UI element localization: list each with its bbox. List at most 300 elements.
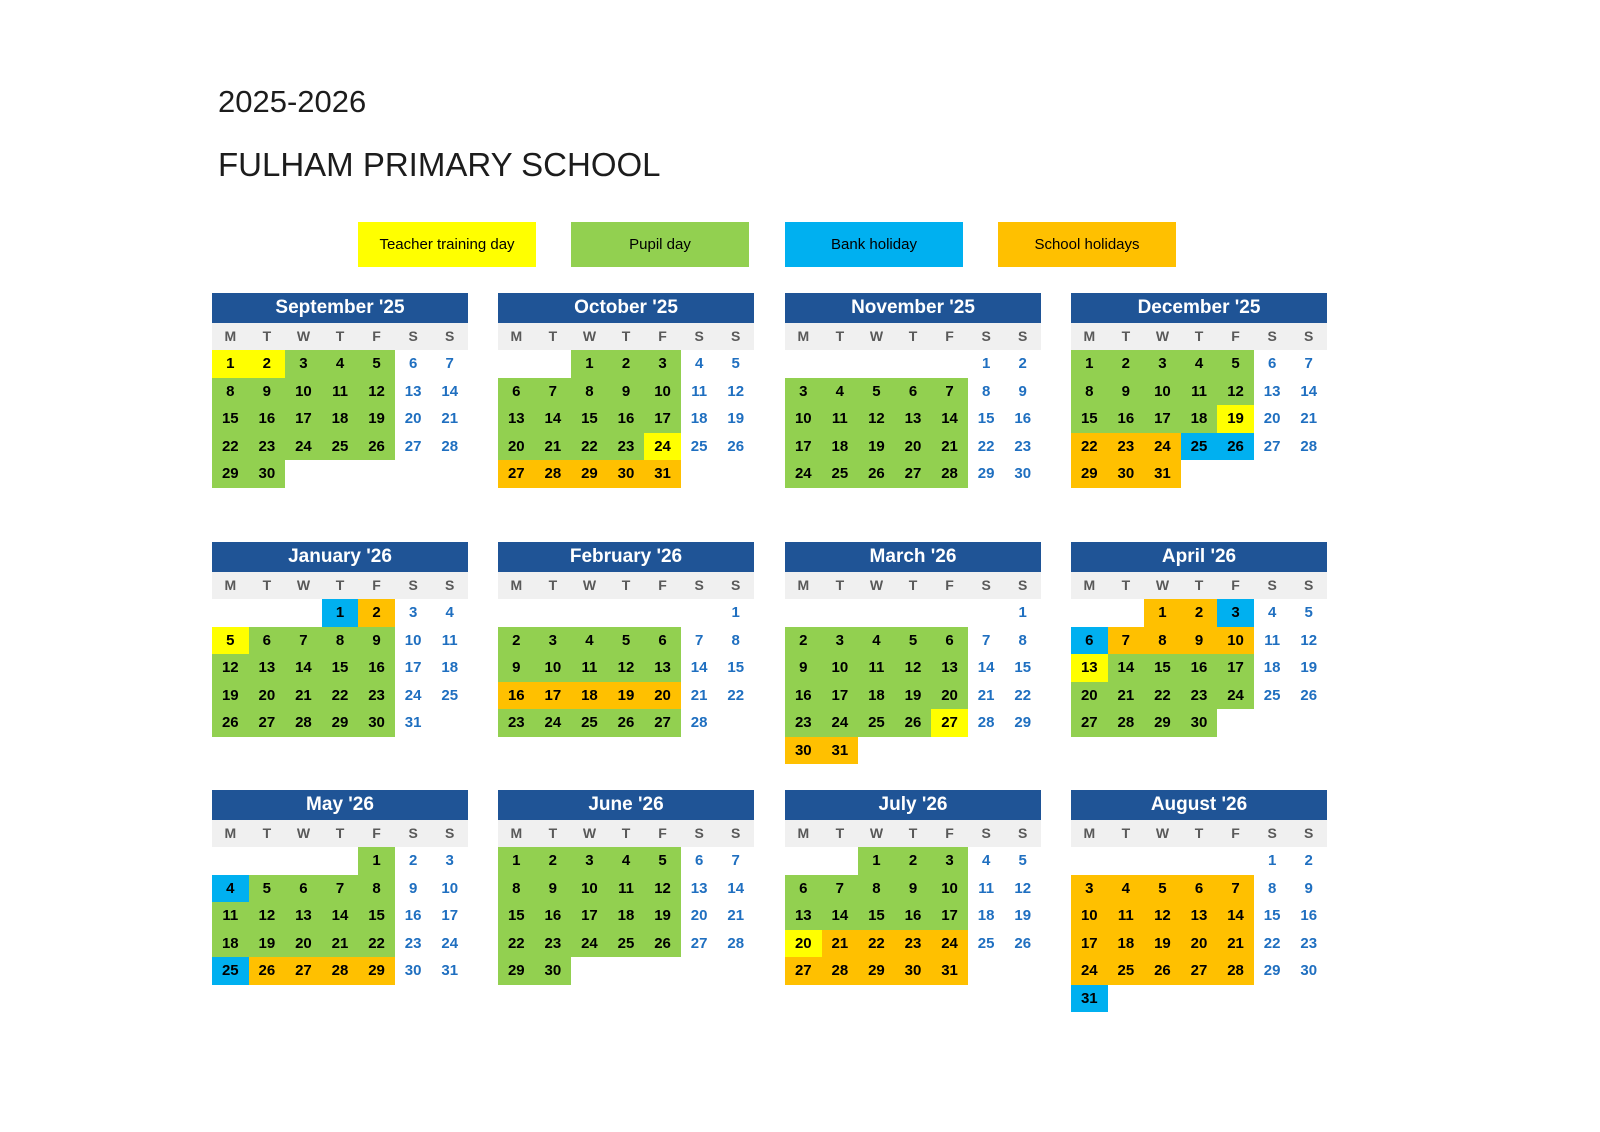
month-title: October '25 xyxy=(498,293,754,323)
month-title: August '26 xyxy=(1071,790,1327,820)
day-cell-weekend: 23 xyxy=(1004,433,1041,461)
month-calendar-july-26 xyxy=(785,790,1041,985)
empty-cell xyxy=(895,737,932,765)
weekday-header: W xyxy=(582,328,597,344)
day-cell-pupil-day: 13 xyxy=(895,405,932,433)
day-cell-weekend: 16 xyxy=(395,902,432,930)
weekday-header: S xyxy=(445,328,455,344)
day-cell-pupil-day: 9 xyxy=(895,875,932,903)
day-cell-pupil-day: 5 xyxy=(1217,350,1254,378)
empty-cell xyxy=(498,350,535,378)
day-cell-weekend: 9 xyxy=(395,875,432,903)
day-cell-pupil-day: 1 xyxy=(571,350,608,378)
day-cell-pupil-day: 11 xyxy=(608,875,645,903)
month-title: February '26 xyxy=(498,542,754,572)
day-cell-pupil-day: 3 xyxy=(822,627,859,655)
weekday-header: T xyxy=(621,577,631,593)
legend-item-teacher-training-day xyxy=(358,222,536,267)
weekday-header: S xyxy=(408,577,418,593)
day-cell-school-holiday: 17 xyxy=(1071,930,1108,958)
weekday-header: S xyxy=(445,825,455,841)
day-cell-weekend: 1 xyxy=(968,350,1005,378)
day-cell-school-holiday: 18 xyxy=(571,682,608,710)
weekday-header: W xyxy=(296,825,311,841)
day-cell-school-holiday: 25 xyxy=(1108,957,1145,985)
day-cell-pupil-day: 30 xyxy=(249,460,286,488)
week-row xyxy=(498,378,754,406)
day-cell-school-holiday: 31 xyxy=(931,957,968,985)
day-cell-pupil-day: 22 xyxy=(212,433,249,461)
weekday-header: W xyxy=(869,328,884,344)
empty-cell xyxy=(822,599,859,627)
day-cell-weekend: 21 xyxy=(717,902,754,930)
empty-cell xyxy=(431,460,468,488)
day-cell-pupil-day: 17 xyxy=(571,902,608,930)
empty-cell xyxy=(822,350,859,378)
legend-label: Pupil day xyxy=(629,236,691,253)
day-cell-pupil-day: 8 xyxy=(858,875,895,903)
legend-label: Teacher training day xyxy=(379,236,515,253)
day-cell-school-holiday: 1 xyxy=(1144,599,1181,627)
day-cell-pupil-day: 9 xyxy=(249,378,286,406)
empty-cell xyxy=(681,599,718,627)
day-cell-bank-holiday: 3 xyxy=(1217,599,1254,627)
day-cell-weekend: 18 xyxy=(681,405,718,433)
empty-cell xyxy=(785,350,822,378)
day-cell-pupil-day: 7 xyxy=(822,875,859,903)
day-cell-pupil-day: 18 xyxy=(1181,405,1218,433)
day-cell-pupil-day: 2 xyxy=(895,847,932,875)
day-cell-weekend: 1 xyxy=(1254,847,1291,875)
day-cell-weekend: 12 xyxy=(1290,627,1327,655)
day-cell-weekend: 29 xyxy=(968,460,1005,488)
month-title: January '26 xyxy=(212,542,468,572)
day-cell-pupil-day: 12 xyxy=(858,405,895,433)
empty-cell xyxy=(681,460,718,488)
day-cell-pupil-day: 12 xyxy=(608,654,645,682)
day-cell-teacher-training-day: 27 xyxy=(931,709,968,737)
day-cell-bank-holiday: 6 xyxy=(1071,627,1108,655)
day-cell-pupil-day: 20 xyxy=(285,930,322,958)
day-cell-pupil-day: 11 xyxy=(822,405,859,433)
day-cell-school-holiday: 30 xyxy=(785,737,822,765)
empty-cell xyxy=(608,599,645,627)
day-cell-pupil-day: 15 xyxy=(358,902,395,930)
day-cell-pupil-day: 19 xyxy=(249,930,286,958)
day-cell-weekend: 8 xyxy=(717,627,754,655)
week-row xyxy=(212,350,468,378)
day-cell-weekend: 5 xyxy=(1290,599,1327,627)
weekday-header-row xyxy=(212,820,468,847)
day-cell-pupil-day: 25 xyxy=(571,709,608,737)
day-cell-pupil-day: 18 xyxy=(822,433,859,461)
week-row xyxy=(785,627,1041,655)
weekday-header: S xyxy=(981,825,991,841)
day-cell-weekend: 4 xyxy=(431,599,468,627)
day-cell-pupil-day: 3 xyxy=(644,350,681,378)
day-cell-weekend: 5 xyxy=(1004,847,1041,875)
day-cell-pupil-day: 14 xyxy=(285,654,322,682)
day-cell-weekend: 28 xyxy=(681,709,718,737)
weekday-header: T xyxy=(335,328,345,344)
empty-cell xyxy=(1144,847,1181,875)
day-cell-pupil-day: 9 xyxy=(358,627,395,655)
weekday-header: T xyxy=(621,328,631,344)
day-cell-pupil-day: 21 xyxy=(535,433,572,461)
day-cell-pupil-day: 13 xyxy=(644,654,681,682)
day-cell-weekend: 18 xyxy=(968,902,1005,930)
week-row xyxy=(498,654,754,682)
week-row xyxy=(1071,709,1327,737)
day-cell-teacher-training-day: 24 xyxy=(644,433,681,461)
day-cell-weekend: 14 xyxy=(717,875,754,903)
weekday-header: S xyxy=(694,328,704,344)
day-cell-weekend: 3 xyxy=(395,599,432,627)
empty-cell xyxy=(535,350,572,378)
day-cell-school-holiday: 4 xyxy=(1108,875,1145,903)
day-cell-pupil-day: 7 xyxy=(322,875,359,903)
empty-cell xyxy=(895,350,932,378)
week-row xyxy=(785,930,1041,958)
day-cell-weekend: 23 xyxy=(395,930,432,958)
week-row xyxy=(1071,654,1327,682)
weekday-header: T xyxy=(1194,577,1204,593)
weekday-header: S xyxy=(694,825,704,841)
day-cell-weekend: 26 xyxy=(1004,930,1041,958)
week-row xyxy=(498,930,754,958)
week-row xyxy=(498,875,754,903)
weekday-header: T xyxy=(262,328,272,344)
day-cell-pupil-day: 16 xyxy=(1108,405,1145,433)
day-cell-pupil-day: 8 xyxy=(358,875,395,903)
empty-cell xyxy=(535,599,572,627)
weekday-header: T xyxy=(621,825,631,841)
day-cell-pupil-day: 3 xyxy=(785,378,822,406)
empty-cell xyxy=(1181,847,1218,875)
empty-cell xyxy=(785,847,822,875)
day-cell-weekend: 22 xyxy=(1254,930,1291,958)
day-cell-pupil-day: 24 xyxy=(571,930,608,958)
school-name-title: FULHAM PRIMARY SCHOOL xyxy=(218,146,661,183)
day-cell-weekend: 29 xyxy=(1254,957,1291,985)
empty-cell xyxy=(1181,985,1218,1013)
day-cell-teacher-training-day: 5 xyxy=(212,627,249,655)
day-cell-pupil-day: 28 xyxy=(1108,709,1145,737)
day-cell-pupil-day: 13 xyxy=(249,654,286,682)
day-cell-pupil-day: 25 xyxy=(822,460,859,488)
day-cell-school-holiday: 10 xyxy=(1217,627,1254,655)
weekday-header: F xyxy=(658,825,667,841)
day-cell-school-holiday: 2 xyxy=(358,599,395,627)
week-row xyxy=(785,350,1041,378)
day-cell-pupil-day: 11 xyxy=(1181,378,1218,406)
week-row xyxy=(1071,433,1327,461)
day-cell-school-holiday: 29 xyxy=(571,460,608,488)
empty-cell xyxy=(285,847,322,875)
week-row xyxy=(785,405,1041,433)
day-cell-teacher-training-day: 20 xyxy=(785,930,822,958)
week-row xyxy=(212,682,468,710)
day-cell-weekend: 20 xyxy=(395,405,432,433)
day-cell-pupil-day: 15 xyxy=(571,405,608,433)
weekday-header: S xyxy=(1018,328,1028,344)
day-cell-pupil-day: 18 xyxy=(212,930,249,958)
day-cell-pupil-day: 12 xyxy=(358,378,395,406)
day-cell-pupil-day: 24 xyxy=(1217,682,1254,710)
empty-cell xyxy=(1217,847,1254,875)
day-cell-weekend: 28 xyxy=(968,709,1005,737)
day-cell-pupil-day: 25 xyxy=(608,930,645,958)
day-cell-pupil-day: 3 xyxy=(285,350,322,378)
day-cell-pupil-day: 6 xyxy=(285,875,322,903)
week-row xyxy=(498,682,754,710)
empty-cell xyxy=(1290,460,1327,488)
week-row xyxy=(498,627,754,655)
day-cell-school-holiday: 6 xyxy=(1181,875,1218,903)
empty-cell xyxy=(858,599,895,627)
legend-item-bank-holiday xyxy=(785,222,963,267)
weekday-header: W xyxy=(1155,577,1170,593)
week-row xyxy=(785,433,1041,461)
weekday-header-row xyxy=(1071,820,1327,847)
day-cell-school-holiday: 10 xyxy=(1071,902,1108,930)
day-cell-pupil-day: 16 xyxy=(535,902,572,930)
month-calendar-may-26 xyxy=(212,790,468,985)
day-cell-weekend: 15 xyxy=(1004,654,1041,682)
weekday-header: M xyxy=(510,825,523,841)
day-cell-pupil-day: 17 xyxy=(931,902,968,930)
empty-cell xyxy=(1254,460,1291,488)
weekday-header: M xyxy=(224,825,237,841)
day-cell-school-holiday: 23 xyxy=(1108,433,1145,461)
day-cell-pupil-day: 21 xyxy=(931,433,968,461)
day-cell-pupil-day: 10 xyxy=(535,654,572,682)
day-cell-pupil-day: 6 xyxy=(931,627,968,655)
day-cell-bank-holiday: 31 xyxy=(1071,985,1108,1013)
day-cell-pupil-day: 18 xyxy=(322,405,359,433)
day-cell-school-holiday: 22 xyxy=(1071,433,1108,461)
day-cell-weekend: 30 xyxy=(395,957,432,985)
empty-cell xyxy=(1004,957,1041,985)
day-cell-pupil-day: 27 xyxy=(644,709,681,737)
day-cell-pupil-day: 2 xyxy=(785,627,822,655)
weekday-header: T xyxy=(1121,577,1131,593)
day-cell-teacher-training-day: 19 xyxy=(1217,405,1254,433)
empty-cell xyxy=(968,599,1005,627)
day-cell-pupil-day: 26 xyxy=(358,433,395,461)
empty-cell xyxy=(858,737,895,765)
day-cell-pupil-day: 4 xyxy=(608,847,645,875)
weekday-header: W xyxy=(869,825,884,841)
month-title: June '26 xyxy=(498,790,754,820)
weekday-header: S xyxy=(731,328,741,344)
day-cell-school-holiday: 27 xyxy=(285,957,322,985)
empty-cell xyxy=(1108,599,1145,627)
weekday-header: F xyxy=(1231,825,1240,841)
empty-cell xyxy=(895,599,932,627)
empty-cell xyxy=(644,957,681,985)
day-cell-weekend: 13 xyxy=(395,378,432,406)
day-cell-pupil-day: 22 xyxy=(1144,682,1181,710)
day-cell-weekend: 14 xyxy=(431,378,468,406)
day-cell-weekend: 8 xyxy=(1004,627,1041,655)
day-cell-pupil-day: 26 xyxy=(858,460,895,488)
empty-cell xyxy=(285,599,322,627)
week-row xyxy=(785,599,1041,627)
day-cell-pupil-day: 6 xyxy=(785,875,822,903)
day-cell-weekend: 1 xyxy=(1004,599,1041,627)
day-cell-weekend: 15 xyxy=(1254,902,1291,930)
weekday-header: T xyxy=(835,577,845,593)
day-cell-weekend: 13 xyxy=(1254,378,1291,406)
weekday-header: F xyxy=(1231,328,1240,344)
day-cell-school-holiday: 27 xyxy=(1181,957,1218,985)
day-cell-school-holiday: 19 xyxy=(1144,930,1181,958)
weekday-header: S xyxy=(981,577,991,593)
day-cell-weekend: 18 xyxy=(1254,654,1291,682)
week-row xyxy=(212,405,468,433)
day-cell-school-holiday: 29 xyxy=(1071,460,1108,488)
weekday-header: W xyxy=(1155,328,1170,344)
day-cell-pupil-day: 15 xyxy=(1071,405,1108,433)
day-cell-pupil-day: 15 xyxy=(498,902,535,930)
empty-cell xyxy=(249,599,286,627)
week-row xyxy=(1071,378,1327,406)
weekday-header: S xyxy=(1304,328,1314,344)
day-cell-school-holiday: 7 xyxy=(1217,875,1254,903)
day-cell-pupil-day: 17 xyxy=(285,405,322,433)
day-cell-pupil-day: 10 xyxy=(822,654,859,682)
month-calendar-august-26 xyxy=(1071,790,1327,1012)
weekday-header: S xyxy=(1018,825,1028,841)
weekday-header: F xyxy=(372,577,381,593)
day-cell-weekend: 30 xyxy=(1004,460,1041,488)
day-cell-school-holiday: 24 xyxy=(1144,433,1181,461)
day-cell-weekend: 19 xyxy=(1290,654,1327,682)
empty-cell xyxy=(1254,985,1291,1013)
day-cell-pupil-day: 9 xyxy=(785,654,822,682)
day-cell-pupil-day: 7 xyxy=(931,378,968,406)
day-cell-pupil-day: 14 xyxy=(931,405,968,433)
day-cell-pupil-day: 14 xyxy=(822,902,859,930)
day-cell-pupil-day: 17 xyxy=(822,682,859,710)
day-cell-school-holiday: 26 xyxy=(1144,957,1181,985)
week-row xyxy=(498,902,754,930)
day-cell-school-holiday: 18 xyxy=(1108,930,1145,958)
day-cell-weekend: 7 xyxy=(681,627,718,655)
weekday-header: M xyxy=(1083,825,1096,841)
day-cell-pupil-day: 8 xyxy=(498,875,535,903)
day-cell-school-holiday: 28 xyxy=(1217,957,1254,985)
day-cell-pupil-day: 3 xyxy=(535,627,572,655)
day-cell-pupil-day: 16 xyxy=(785,682,822,710)
day-cell-pupil-day: 27 xyxy=(895,460,932,488)
day-cell-pupil-day: 30 xyxy=(535,957,572,985)
week-row xyxy=(212,930,468,958)
day-cell-teacher-training-day: 13 xyxy=(1071,654,1108,682)
day-cell-bank-holiday: 4 xyxy=(212,875,249,903)
day-cell-weekend: 25 xyxy=(681,433,718,461)
day-cell-school-holiday: 24 xyxy=(1071,957,1108,985)
day-cell-pupil-day: 23 xyxy=(608,433,645,461)
weekday-header-row xyxy=(212,323,468,350)
day-cell-weekend: 7 xyxy=(431,350,468,378)
week-row xyxy=(1071,350,1327,378)
day-cell-pupil-day: 23 xyxy=(358,682,395,710)
weekday-header: S xyxy=(1267,825,1277,841)
day-cell-pupil-day: 5 xyxy=(858,378,895,406)
week-row xyxy=(785,460,1041,488)
day-cell-pupil-day: 2 xyxy=(498,627,535,655)
day-cell-weekend: 19 xyxy=(1004,902,1041,930)
week-row xyxy=(1071,847,1327,875)
day-cell-pupil-day: 26 xyxy=(895,709,932,737)
day-cell-bank-holiday: 25 xyxy=(1181,433,1218,461)
day-cell-pupil-day: 3 xyxy=(1144,350,1181,378)
day-cell-weekend: 7 xyxy=(1290,350,1327,378)
week-row xyxy=(212,378,468,406)
weekday-header: T xyxy=(908,328,918,344)
day-cell-pupil-day: 20 xyxy=(1071,682,1108,710)
day-cell-pupil-day: 13 xyxy=(285,902,322,930)
weekday-header: T xyxy=(1194,328,1204,344)
week-row xyxy=(212,599,468,627)
empty-cell xyxy=(1217,709,1254,737)
day-cell-school-holiday: 24 xyxy=(931,930,968,958)
week-row xyxy=(785,847,1041,875)
day-cell-pupil-day: 12 xyxy=(644,875,681,903)
empty-cell xyxy=(1144,985,1181,1013)
day-cell-pupil-day: 27 xyxy=(249,709,286,737)
day-cell-weekend: 11 xyxy=(1254,627,1291,655)
day-cell-pupil-day: 2 xyxy=(1108,350,1145,378)
day-cell-pupil-day: 23 xyxy=(249,433,286,461)
day-cell-pupil-day: 20 xyxy=(498,433,535,461)
day-cell-pupil-day: 16 xyxy=(895,902,932,930)
day-cell-pupil-day: 8 xyxy=(571,378,608,406)
week-row xyxy=(212,460,468,488)
day-cell-pupil-day: 14 xyxy=(535,405,572,433)
day-cell-weekend: 29 xyxy=(1004,709,1041,737)
legend-label: School holidays xyxy=(1034,236,1140,253)
week-row xyxy=(1071,627,1327,655)
empty-cell xyxy=(285,460,322,488)
weekday-header: T xyxy=(548,825,558,841)
empty-cell xyxy=(608,957,645,985)
weekday-header: F xyxy=(372,825,381,841)
day-cell-weekend: 25 xyxy=(431,682,468,710)
weekday-header-row xyxy=(785,323,1041,350)
day-cell-pupil-day: 9 xyxy=(498,654,535,682)
day-cell-weekend: 30 xyxy=(1290,957,1327,985)
day-cell-pupil-day: 4 xyxy=(858,627,895,655)
day-cell-school-holiday: 19 xyxy=(608,682,645,710)
week-row xyxy=(498,957,754,985)
day-cell-pupil-day: 8 xyxy=(1071,378,1108,406)
day-cell-weekend: 31 xyxy=(431,957,468,985)
week-row xyxy=(1071,875,1327,903)
day-cell-pupil-day: 26 xyxy=(212,709,249,737)
day-cell-pupil-day: 22 xyxy=(322,682,359,710)
weekday-header: T xyxy=(835,328,845,344)
day-cell-weekend: 21 xyxy=(681,682,718,710)
day-cell-pupil-day: 20 xyxy=(249,682,286,710)
empty-cell xyxy=(571,599,608,627)
weekday-header: T xyxy=(835,825,845,841)
day-cell-weekend: 4 xyxy=(681,350,718,378)
day-cell-pupil-day: 19 xyxy=(895,682,932,710)
legend-item-pupil-day xyxy=(571,222,749,267)
